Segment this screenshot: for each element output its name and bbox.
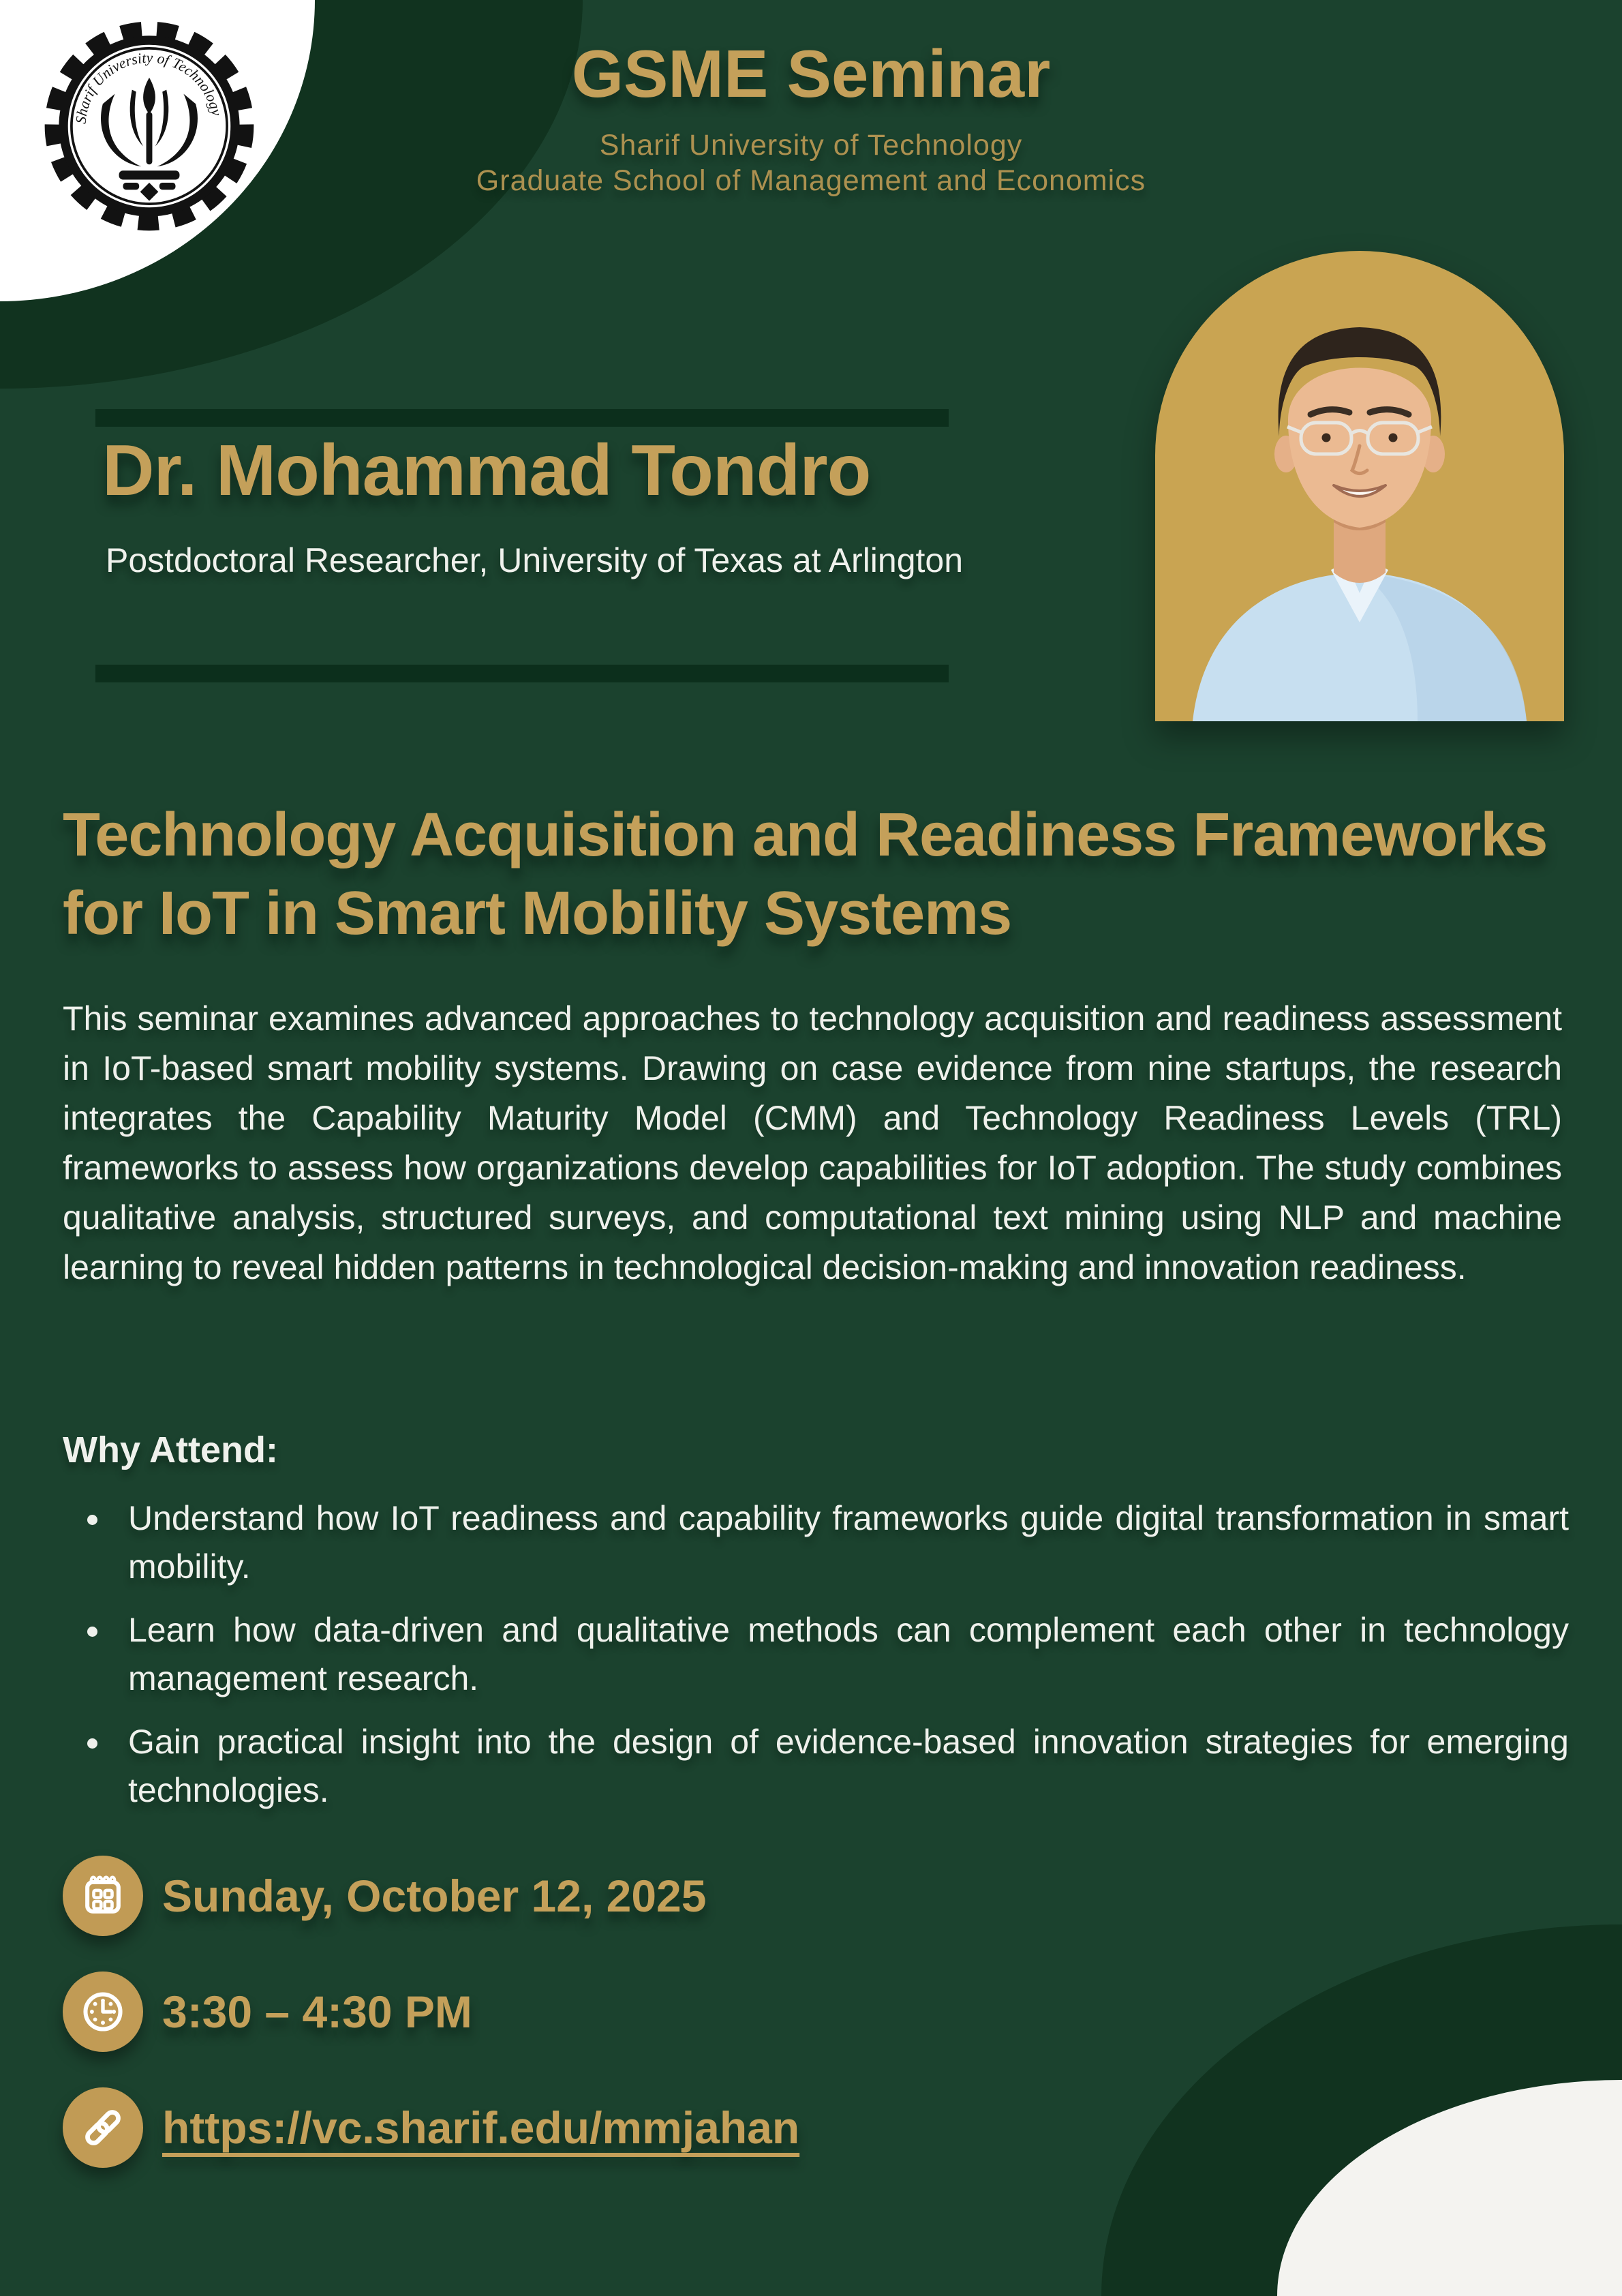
header-subtitle-line2: Graduate School of Management and Economics [476, 164, 1146, 198]
clock-icon [63, 1972, 143, 2052]
date-row [63, 1856, 799, 1936]
time-row [63, 1972, 799, 2052]
page-title: GSME Seminar [571, 36, 1051, 111]
speaker-name: Dr. Mohammad Tondro [102, 430, 871, 511]
why-attend-section [63, 1429, 1569, 1830]
talk-abstract: This seminar examines advanced approaches to technology acquisition and readiness assessment in IoT-based smart mobility systems. Drawing on case evidence from nine startups, the research integrates the Capability Maturity Model (CMM) and Technology Readiness Levels (TRL) frameworks to assess how organizations develop capabilities for IoT adoption. The study combines qualitative analysis, structured surveys, and computational text mining using NLP and machine learning to reveal hidden patterns in technological decision-making and innovation readiness. [63, 999, 1562, 1286]
seal-arc-text: Sharif University of Technology [72, 49, 225, 125]
talk-title: Technology Acquisition and Readiness Frameworks for IoT in Smart Mobility Systems [63, 801, 1548, 948]
speaker-affiliation: Postdoctoral Researcher, University of Texas at Arlington [106, 541, 964, 579]
why-attend-item: Understand how IoT readiness and capability frameworks guide digital transformation in smart mobility. [63, 1494, 1569, 1591]
header-subtitle [0, 127, 1622, 199]
why-attend-list [63, 1494, 1569, 1815]
calendar-icon [63, 1856, 143, 1936]
speaker-portrait-illustration [1155, 251, 1564, 721]
event-details [63, 1856, 799, 2168]
speaker-divider-bottom [95, 665, 949, 682]
event-link[interactable]: https://vc.sharif.edu/mmjahan [162, 2102, 800, 2153]
link-row [63, 2087, 799, 2168]
header-subtitle-line1: Sharif University of Technology [599, 129, 1023, 162]
speaker-divider-top [95, 409, 949, 427]
event-time: 3:30 – 4:30 PM [162, 1987, 472, 2037]
event-date: Sunday, October 12, 2025 [162, 1871, 707, 1921]
speaker-photo [1155, 251, 1564, 721]
link-icon [63, 2087, 143, 2168]
header [0, 35, 1622, 199]
why-attend-heading: Why Attend: [63, 1430, 278, 1470]
why-attend-item: Learn how data-driven and qualitative methods can complement each other in technology management research. [63, 1606, 1569, 1703]
why-attend-item: Gain practical insight into the design of evidence-based innovation strategies for emerging technologies. [63, 1718, 1569, 1815]
